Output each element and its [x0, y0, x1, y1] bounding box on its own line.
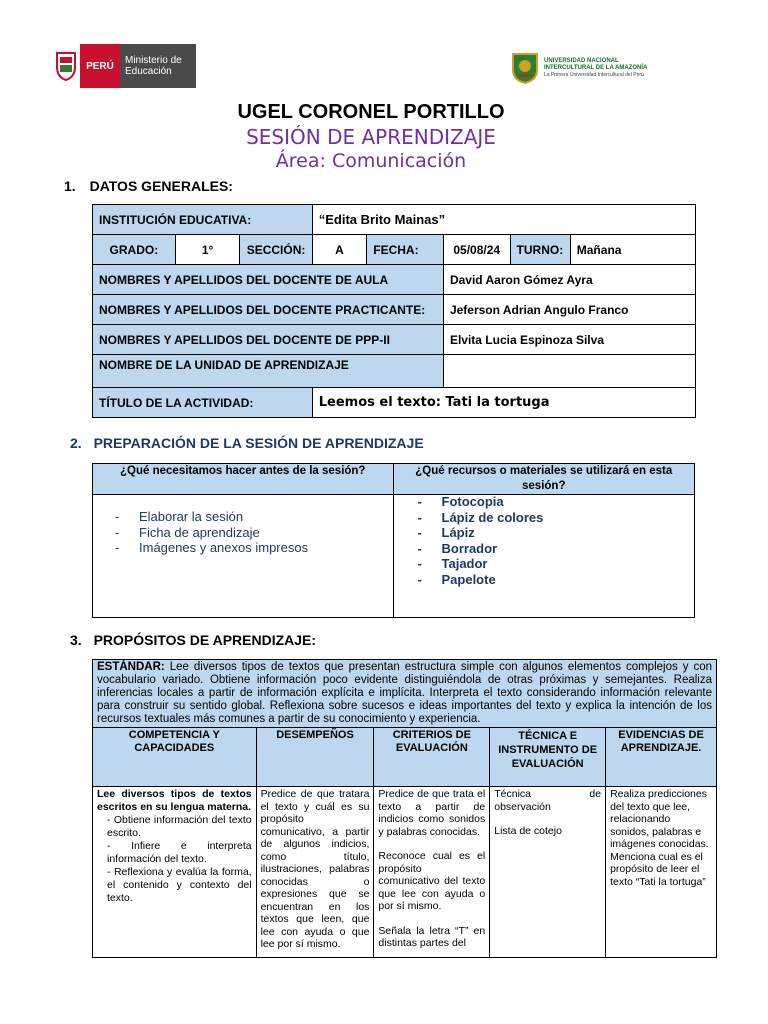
datos-generales-table: [92, 204, 696, 418]
section3-number: 3.: [70, 632, 82, 648]
tecnica-1: Técnica de observación: [494, 788, 602, 813]
unidad-value: [443, 355, 695, 388]
evidencia-1: Realiza predicciones del texto que lee, relacionando sonidos, palabras e imágenes conocidas.: [610, 788, 709, 850]
docente-ppp-label: NOMBRES Y APELLIDOS DEL DOCENTE DE PPP-II: [93, 325, 444, 355]
list-item: - Papelote: [417, 571, 496, 587]
estandar-text: Lee diversos tipos de textos que presentan estructura simple con algunos elementos complejos y con vocabulario variado. Obtiene información poco evidente distinguiéndola de otras próximas y semejantes. Realiza inferencias locales a partir de información explícita e implícita. Interpreta el texto considerando información relevante para construir su sentido global. Reflexiona sobre sucesos e ideas importantes del texto y explica la intención de los recursos textuales más comunes a partir de su conocimiento y experiencia.: [97, 661, 712, 725]
institution-label: INSTITUCIÓN EDUCATIVA:: [93, 205, 313, 235]
titulo-value: Leemos el texto: Tati la tortuga: [312, 388, 695, 418]
list-item: - Imágenes y anexos impresos: [115, 540, 309, 555]
university-name: UNIVERSIDAD NACIONAL INTERCULTURAL DE LA AMAZONÍA: [544, 57, 648, 71]
section3-title: PROPÓSITOS DE APRENDIZAJE:: [93, 632, 317, 648]
list-item: - Reflexiona y evalúa la forma, el contenido y contexto del texto.: [107, 866, 252, 904]
tecnica-2: Lista de cotejo: [494, 825, 562, 837]
header-desempenos: DESEMPEÑOS: [256, 728, 374, 787]
competencia-title: Lee diversos tipos de textos escritos en su lengua materna.: [97, 788, 252, 813]
seccion-value: A: [312, 235, 367, 265]
before-list: [115, 509, 393, 556]
propositos-table: [92, 659, 717, 958]
list-item: - Ficha de aprendizaje: [115, 524, 260, 540]
evidencias-cell: [606, 787, 717, 958]
docente-practicante-label: NOMBRES Y APELLIDOS DEL DOCENTE PRACTICANTE:: [93, 295, 444, 325]
criterio-3: Señala la letra “T” en distintas partes del: [378, 924, 486, 949]
list-item: - Tajador: [417, 556, 488, 571]
header-evidencias: EVIDENCIAS DE APRENDIZAJE.: [606, 728, 717, 787]
institution-value: “Edita Brito Mainas”: [312, 205, 695, 235]
prep-before-cell: [93, 495, 394, 618]
section1-title: DATOS GENERALES:: [89, 178, 233, 194]
competencia-cell: [93, 787, 257, 958]
header-criterios: CRITERIOS DE EVALUACIÓN: [374, 728, 490, 787]
docente-aula-label: NOMBRES Y APELLIDOS DEL DOCENTE DE AULA: [93, 265, 444, 295]
criterio-1: Predice de que trata el texto a partir de indicios como sonidos y palabras conocidas.: [378, 788, 486, 838]
desempenos-cell: Predice de que tratara el texto y cuál es su propósito comunicativo, a partir de algunos indicios, como título, ilustraciones, palabras conocidas o expresiones que se encuentran en los textos que leen, que lee con ayuda o que lee por sí mismo.: [256, 787, 374, 958]
section2-title: PREPARACIÓN DE LA SESIÓN DE APRENDIZAJE: [93, 435, 424, 451]
university-crest-icon: [510, 52, 540, 84]
list-item: - Lápiz de colores: [417, 509, 544, 525]
page-subtitle: SESIÓN DE APRENDIZAJE: [246, 125, 496, 149]
seccion-label: SECCIÓN:: [240, 235, 312, 265]
university-logo: [510, 52, 666, 84]
list-item: - Obtiene información del texto escrito.: [107, 814, 252, 839]
section3-heading: [70, 632, 316, 648]
turno-value: Mañana: [570, 235, 695, 265]
docente-aula-value: David Aaron Gómez Ayra: [443, 265, 695, 295]
fecha-label: FECHA:: [367, 235, 444, 265]
tecnica-cell: [490, 787, 606, 958]
criterios-cell: [374, 787, 490, 958]
area-title: Área: Comunicación: [275, 150, 467, 172]
list-item: - Elaborar la sesión: [115, 509, 244, 524]
section2-number: 2.: [70, 435, 82, 451]
header-competencia: COMPETENCIA Y CAPACIDADES: [93, 728, 257, 787]
list-item: - Infiere e interpreta información del texto.: [107, 840, 252, 865]
minedu-name: Ministerio de Educación: [120, 44, 196, 88]
preparacion-table: [92, 463, 695, 618]
materials-list: [418, 494, 695, 587]
prep-col2-header: ¿Qué recursos o materiales se utilizará en esta sesión?: [393, 464, 695, 495]
minedu-country: PERÚ: [80, 44, 120, 88]
prep-col1-header: ¿Qué necesitamos hacer antes de la sesión?: [93, 464, 394, 495]
unidad-label: NOMBRE DE LA UNIDAD DE APRENDIZAJE: [93, 355, 444, 388]
evidencia-2: Menciona cual es el propósito de leer el texto “Tati la tortuga”: [610, 850, 706, 888]
prep-materials-cell: [393, 495, 695, 618]
page-title: UGEL CORONEL PORTILLO: [237, 101, 505, 123]
minedu-logo: [52, 44, 196, 88]
peru-shield-icon: [52, 44, 80, 88]
docente-practicante-value: Jeferson Adrian Angulo Franco: [443, 295, 695, 325]
grado-value: 1°: [175, 235, 240, 265]
list-item: - Lápiz: [417, 525, 475, 540]
header-tecnica: TÉCNICA E INSTRUMENTO DE EVALUACIÓN: [490, 728, 606, 787]
list-item: - Fotocopia: [417, 494, 504, 509]
titulo-label: TÍTULO DE LA ACTIVIDAD:: [93, 388, 313, 418]
estandar-cell: [93, 660, 717, 728]
capacidades-list: [97, 814, 252, 905]
criterio-2: Reconoce cual es el propósito comunicativo del texto que lee con ayuda o por sí mismo.: [378, 850, 486, 912]
grado-label: GRADO:: [93, 235, 176, 265]
university-tagline: La Primera Universidad Intercultural del Perú: [544, 71, 644, 78]
section2-heading: [70, 435, 424, 451]
fecha-value: 05/08/24: [443, 235, 510, 265]
docente-ppp-value: Elvita Lucia Espinoza Silva: [443, 325, 695, 355]
section1-number: 1.: [64, 178, 76, 194]
turno-label: TURNO:: [510, 235, 570, 265]
list-item: - Borrador: [417, 540, 498, 556]
section1-heading: [64, 178, 233, 194]
estandar-label: ESTÁNDAR:: [97, 661, 165, 673]
